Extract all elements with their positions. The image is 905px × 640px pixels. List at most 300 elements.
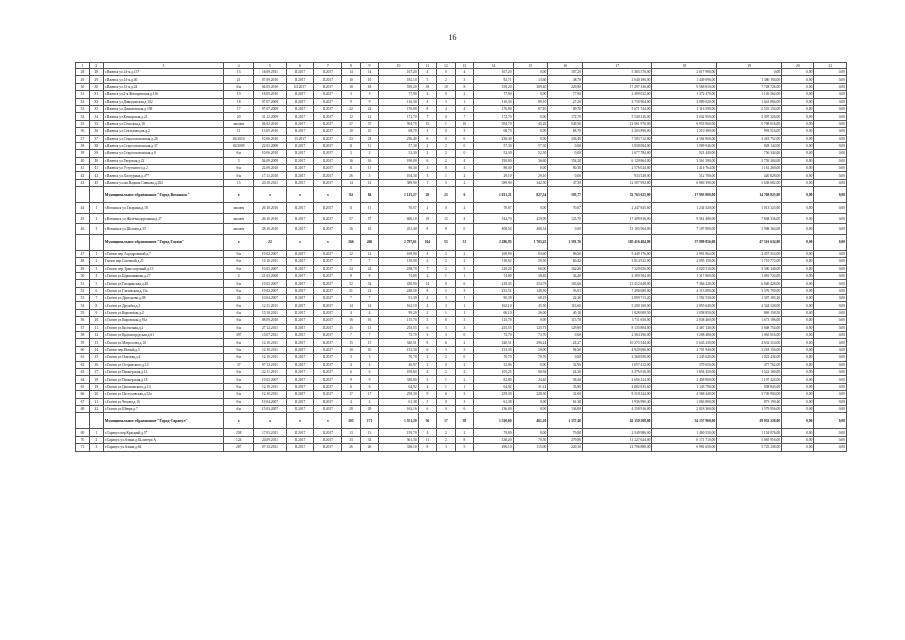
table-cell: 32,96 — [548, 361, 583, 368]
table-cell: 116,30 — [474, 98, 513, 105]
table-cell: 9 — [342, 98, 361, 105]
table-cell: II.2017 — [286, 250, 314, 257]
table-cell: 1 234 520,00 — [652, 203, 717, 214]
table-cell: 2 — [437, 250, 456, 257]
table-cell: 10.06.2010 — [254, 150, 286, 157]
address-cell: г.Глазов ул.Драгунова,д.98 — [103, 295, 223, 302]
table-cell: 4 — [437, 105, 456, 112]
table-cell: II.2017 — [314, 309, 342, 316]
column-number: 4 — [224, 63, 254, 69]
table-cell: 1 372 470,00 — [652, 91, 717, 98]
table-cell: II.2017 — [286, 391, 314, 398]
table-cell: 07.07.2009 — [254, 105, 286, 112]
table-cell: 5 — [89, 280, 103, 287]
table-cell: 2 — [418, 91, 437, 98]
table-row — [76, 444, 847, 451]
table-cell: 2 — [437, 369, 456, 376]
address-cell: Муниципальное образование "Город Глазов" — [103, 234, 223, 250]
table-cell: 8 — [437, 224, 456, 235]
table-cell: 41 — [89, 165, 103, 172]
table-cell: 2 549 986,00 — [582, 429, 651, 436]
table-cell: 3 — [437, 302, 456, 309]
table-cell: 37 — [360, 120, 379, 127]
table-row — [76, 157, 847, 164]
table-cell: 827,54 — [513, 187, 548, 203]
address-cell: г.Глазов ул.Дружбы,д.2 — [103, 302, 223, 309]
address-cell: г.Глазов ул.Барышникова,д.27 — [103, 272, 223, 279]
table-cell: 3 — [455, 398, 474, 405]
table-cell: 8 — [455, 436, 474, 443]
table-cell: 0,00 — [814, 354, 847, 361]
table-cell: 159,70 — [379, 429, 418, 436]
table-cell: 62 — [76, 361, 90, 368]
table-cell: 70,50 — [513, 436, 548, 443]
municipality-subtotal-row — [76, 234, 847, 250]
table-cell: 65 — [76, 383, 90, 390]
table-cell: 1 — [437, 172, 456, 179]
table-cell: 228,30 — [513, 391, 548, 398]
table-cell: 1 719 772,00 — [717, 258, 782, 265]
table-cell: б/н — [224, 172, 254, 179]
table-cell: II.2017 — [286, 98, 314, 105]
table-cell: 22 — [360, 105, 379, 112]
table-cell: 4 — [342, 309, 361, 316]
table-cell: 28 032 328,00 — [717, 413, 782, 429]
table-cell: заключ — [224, 203, 254, 214]
address-cell: г.Ижевск ул.2-я Жихаревская,д.116 — [103, 91, 223, 98]
table-cell: 4 — [418, 295, 437, 302]
table-cell: 14 — [360, 179, 379, 186]
table-cell: 2 — [418, 309, 437, 316]
table-cell: 0,00 — [513, 317, 548, 324]
table-cell: 0,00 — [548, 224, 583, 235]
table-cell: 0,00 — [814, 339, 847, 346]
table-cell: 0,00 — [782, 179, 814, 186]
table-cell: 47,30 — [548, 179, 583, 186]
table-cell: 1 058 850,00 — [652, 309, 717, 316]
table-cell: 51 — [76, 280, 90, 287]
table-cell: 0,00 — [782, 187, 814, 203]
table-cell: 8 — [455, 83, 474, 90]
table-cell: 16 — [342, 224, 361, 235]
table-cell: 0,00 — [782, 258, 814, 265]
address-cell: г.Воткинск ул.Гагарина,д.18 — [103, 203, 223, 214]
table-cell: 19 — [418, 213, 437, 224]
table-cell: 2 082 633,60 — [582, 383, 651, 390]
table-row — [76, 224, 847, 235]
column-number: 7 — [314, 63, 342, 69]
table-cell: б/н — [224, 258, 254, 265]
table-cell: 36,40 — [548, 272, 583, 279]
table-cell: 4 020 516,00 — [652, 265, 717, 272]
table-cell: 0,00 — [814, 302, 847, 309]
table-cell: 84 — [360, 187, 379, 203]
table-cell: 14 — [360, 302, 379, 309]
table-cell: 1 125,27 — [379, 187, 418, 203]
table-cell: 4 — [418, 369, 437, 376]
table-cell: 2 — [342, 150, 361, 157]
table-cell: 549,50 — [548, 120, 583, 127]
table-cell: 0,00 — [782, 280, 814, 287]
table-cell: 7 — [418, 265, 437, 272]
table-cell: 17.03.2011 — [254, 429, 286, 436]
table-cell: 15 — [437, 213, 456, 224]
table-cell: 7 — [342, 332, 361, 339]
table-cell: II.2017 — [286, 76, 314, 83]
table-cell: 5 — [455, 444, 474, 451]
table-cell: II.2017 — [314, 98, 342, 105]
table-cell: 172,70 — [379, 113, 418, 120]
table-cell: II.2017 — [286, 213, 314, 224]
table-cell: 4 — [418, 429, 437, 436]
table-cell: II.2017 — [314, 405, 342, 412]
table-cell: 1 673 196,00 — [717, 317, 782, 324]
table-cell: 5 — [224, 157, 254, 164]
table-cell: 2 701 940,00 — [652, 346, 717, 353]
table-cell: II.2017 — [286, 302, 314, 309]
table-cell: 1 400 550,00 — [652, 429, 717, 436]
table-cell: 0,00 — [814, 142, 847, 149]
table-cell: 36,60 — [513, 157, 548, 164]
table-cell: 3 — [455, 76, 474, 83]
table-cell: II.2017 — [286, 429, 314, 436]
table-cell: II.2017 — [314, 302, 342, 309]
table-cell: 24.09.2011 — [254, 436, 286, 443]
table-cell: 2 899 713,20 — [582, 295, 651, 302]
table-cell: 408,54 — [474, 224, 513, 235]
table-cell: II.2017 — [314, 444, 342, 451]
table-cell: 0,00 — [782, 287, 814, 294]
table-cell: 14 — [342, 69, 361, 76]
column-number: 15 — [513, 63, 548, 69]
table-cell: 61,38 — [474, 398, 513, 405]
table-cell: 0,00 — [513, 128, 548, 135]
table-row — [76, 120, 847, 127]
table-cell: 4 632 314,00 — [717, 339, 782, 346]
table-cell: 7 — [342, 258, 361, 265]
table-cell: 77,90 — [548, 91, 583, 98]
table-cell: 2 — [437, 150, 456, 157]
table-cell: 66,00 — [513, 265, 548, 272]
table-cell — [89, 187, 103, 203]
table-cell: 6 — [342, 383, 361, 390]
table-row — [76, 128, 847, 135]
table-cell: 0 — [455, 224, 474, 235]
table-cell: 0,00 — [782, 405, 814, 412]
table-cell: 336,80 — [379, 376, 418, 383]
table-cell: 2 — [418, 361, 437, 368]
table-cell: 17 409 816,00 — [582, 213, 651, 224]
table-cell: 167,20 — [548, 69, 583, 76]
table-cell: II.2017 — [286, 361, 314, 368]
table-cell: 70,70 — [474, 354, 513, 361]
table-cell: 993 516,00 — [717, 128, 782, 135]
table-cell: 3 — [437, 346, 456, 353]
table-cell: 124 — [224, 436, 254, 443]
table-cell: 169,90 — [474, 250, 513, 257]
table-cell: 32,96 — [474, 361, 513, 368]
table-cell: 30 — [76, 83, 90, 90]
table-cell: 172,70 — [548, 113, 583, 120]
table-cell: 0 — [437, 203, 456, 214]
table-cell: II.2017 — [314, 142, 342, 149]
table-cell: II.2017 — [286, 258, 314, 265]
column-number: 12 — [437, 63, 456, 69]
table-cell: 167,20 — [474, 69, 513, 76]
table-cell: 109,60 — [379, 369, 418, 376]
table-cell: 594,70 — [379, 120, 418, 127]
table-cell: 17 — [342, 391, 361, 398]
table-cell: 0 — [437, 91, 456, 98]
table-cell: 190,80 — [379, 157, 418, 164]
table-cell: 5 540 216,00 — [582, 113, 651, 120]
table-cell: 3 — [437, 444, 456, 451]
table-row — [76, 83, 847, 90]
table-row — [76, 165, 847, 172]
table-cell: 153,30 — [474, 346, 513, 353]
table-cell: 12.11.2011 — [254, 302, 286, 309]
table-row — [76, 354, 847, 361]
table-cell: 4 — [360, 361, 379, 368]
table-cell: 84 — [342, 187, 361, 203]
table-cell: 0 — [437, 317, 456, 324]
table-cell: 2 — [455, 203, 474, 214]
table-cell: 8 318 344,00 — [582, 391, 651, 398]
table-cell: 33 — [89, 105, 103, 112]
table-cell: 80,30 — [474, 165, 513, 172]
table-cell: 0,00 — [513, 135, 548, 142]
table-cell: 1 161 260,00 — [717, 165, 782, 172]
table-cell: 11 — [360, 203, 379, 214]
table-cell: 18 — [342, 83, 361, 90]
table-cell: 182,10 — [379, 76, 418, 83]
table-cell: 408,54 — [513, 224, 548, 235]
table-cell: 2 457 314,00 — [717, 250, 782, 257]
table-cell: 23 — [437, 187, 456, 203]
table-cell: II.2017 — [314, 165, 342, 172]
table-cell: II.2017 — [314, 203, 342, 214]
table-cell: 29 — [418, 187, 437, 203]
table-cell: 26.10.2010 — [254, 203, 286, 214]
table-cell: 6 — [360, 369, 379, 376]
table-cell: II.2017 — [286, 287, 314, 294]
table-cell: 1 210 380,00 — [652, 128, 717, 135]
column-number: 11 — [418, 63, 437, 69]
table-cell: II.2017 — [314, 113, 342, 120]
table-cell: 29 — [360, 405, 379, 412]
table-cell: 7 — [342, 295, 361, 302]
table-cell: 266 — [360, 234, 379, 250]
table-cell: б/н — [224, 317, 254, 324]
table-cell: 115,70 — [548, 317, 583, 324]
table-cell: 26 — [342, 172, 361, 179]
table-cell: 68,70 — [548, 128, 583, 135]
table-cell: 6 — [418, 157, 437, 164]
table-cell: 22.03.2008 — [254, 142, 286, 149]
table-row — [76, 361, 847, 368]
table-cell: 0,00 — [782, 150, 814, 157]
table-cell: 1 — [437, 383, 456, 390]
table-cell: 7 — [418, 179, 437, 186]
table-cell: 229,80 — [548, 83, 583, 90]
table-cell: 3 — [418, 128, 437, 135]
table-cell: 1 458 800,00 — [652, 376, 717, 383]
table-cell: 1 — [89, 203, 103, 214]
table-cell: 2 — [418, 203, 437, 214]
table-cell: 248,50 — [379, 287, 418, 294]
table-cell: 5 708 016,00 — [717, 120, 782, 127]
table-cell: 6 981 650,00 — [652, 444, 717, 451]
table-cell: 2 — [437, 436, 456, 443]
table-cell: 0,00 — [782, 135, 814, 142]
table-cell: 43 — [76, 179, 90, 186]
address-cell: г.Сарапул пер.Красный,д.5* — [103, 429, 223, 436]
table-cell: 0,00 — [513, 361, 548, 368]
table-cell: 2 — [437, 157, 456, 164]
table-cell: 15.03.2007 — [254, 405, 286, 412]
table-cell: 83,60 — [513, 250, 548, 257]
table-cell: 10 — [360, 76, 379, 83]
table-cell: б/н — [224, 369, 254, 376]
table-cell: 1 143 790,00 — [652, 383, 717, 390]
table-cell: б/н — [224, 354, 254, 361]
table-cell: 3 — [360, 91, 379, 98]
table-cell: II.2017 — [286, 317, 314, 324]
table-row — [76, 287, 847, 294]
table-cell: 10.04.2007 — [254, 295, 286, 302]
table-cell: 309,40 — [513, 83, 548, 90]
table-cell: 397 — [224, 332, 254, 339]
address-cell: г.Глазов пер.Транспортный,д.13 — [103, 265, 223, 272]
table-cell: 64 — [76, 376, 90, 383]
table-cell: б/н — [224, 391, 254, 398]
table-cell: II.2017 — [286, 265, 314, 272]
table-cell: 32 — [89, 98, 103, 105]
table-cell: 54 — [76, 302, 90, 309]
table-cell: 7 — [455, 113, 474, 120]
table-cell: б/н — [224, 346, 254, 353]
table-cell: 70,70 — [379, 354, 418, 361]
table-cell: 32 763 625,00 — [582, 187, 651, 203]
table-cell: 2 — [437, 142, 456, 149]
table-cell: 8 — [418, 105, 437, 112]
table-cell: 4 113 890,00 — [652, 287, 717, 294]
table-cell: 0,00 — [782, 429, 814, 436]
table-row — [76, 280, 847, 287]
table-cell: 20.10.2011 — [254, 179, 286, 186]
column-number: 1 — [76, 63, 90, 69]
table-cell: 4 164 960,00 — [652, 135, 717, 142]
table-cell: 0,00 — [782, 105, 814, 112]
table-cell: 1 641 884,00 — [717, 98, 782, 105]
address-cell: г.Ижевск ул.14-я,д.40 — [103, 76, 223, 83]
table-cell: 3 — [455, 128, 474, 135]
table-cell: 17 — [360, 391, 379, 398]
table-cell: 77,90 — [474, 91, 513, 98]
table-cell: 28 — [76, 69, 90, 76]
table-cell: 14 — [89, 346, 103, 353]
table-cell: 52,30 — [474, 150, 513, 157]
table-cell: 0,00 — [814, 309, 847, 316]
table-cell: 1 — [437, 120, 456, 127]
table-cell: 04.09.2009 — [254, 157, 286, 164]
table-cell: 115,70 — [474, 317, 513, 324]
table-cell: 1 013 325,60 — [717, 203, 782, 214]
column-number: 14 — [474, 63, 513, 69]
table-cell: 42 — [76, 172, 90, 179]
table-cell: 116,30 — [379, 98, 418, 105]
table-cell: 5 643 230,00 — [652, 339, 717, 346]
table-cell: 48,70 — [548, 76, 583, 83]
table-cell: II.2017 — [314, 332, 342, 339]
table-cell: II.2017 — [314, 272, 342, 279]
table-cell: 66,10 — [474, 309, 513, 316]
table-cell: 70 — [76, 436, 90, 443]
table-cell: 938 843,60 — [717, 383, 782, 390]
table-cell: 1 581,76 — [548, 234, 583, 250]
table-cell: 6 — [437, 391, 456, 398]
table-cell: 140,50 — [513, 287, 548, 294]
table-cell: II.2017 — [286, 91, 314, 98]
table-cell: 461,20 — [513, 413, 548, 429]
table-cell: 04.05.2010 — [254, 83, 286, 90]
table-cell: 4 — [418, 98, 437, 105]
table-cell: 0,00 — [782, 324, 814, 331]
table-cell: 0,00 — [782, 309, 814, 316]
table-cell: 07.12.2011 — [254, 361, 286, 368]
table-cell: 0 — [437, 128, 456, 135]
column-number: 6 — [286, 63, 314, 69]
table-cell: 22 — [254, 234, 286, 250]
table-cell: 118,90 — [379, 258, 418, 265]
table-cell: 57,30 — [379, 142, 418, 149]
table-row — [76, 295, 847, 302]
table-cell: 2 344 528,00 — [717, 302, 782, 309]
table-cell: 3 — [455, 346, 474, 353]
table-cell: 0,00 — [814, 436, 847, 443]
table-cell: 33,80 — [548, 383, 583, 390]
table-cell: 18 — [89, 376, 103, 383]
table-row — [76, 179, 847, 186]
table-cell: 1 705,25 — [513, 234, 548, 250]
table-cell: 193,77 — [548, 187, 583, 203]
table-row — [76, 398, 847, 405]
table-cell: 0 — [437, 135, 456, 142]
address-cell: г.Ижевск ул.Халтурина,д.4** — [103, 172, 223, 179]
table-cell: 91,39 — [379, 295, 418, 302]
table-cell: 10 — [437, 83, 456, 90]
table-cell: 7 — [360, 332, 379, 339]
table-cell: 3 042 950,00 — [652, 113, 717, 120]
table-cell: 68,19 — [513, 295, 548, 302]
table-cell: 7 197 800,00 — [652, 224, 717, 235]
table-cell: 0,00 — [782, 354, 814, 361]
table-cell: 2 759 284,00 — [717, 157, 782, 164]
table-cell: б/н — [224, 398, 254, 405]
table-cell: 0,00 — [548, 142, 583, 149]
table-cell: 45 — [89, 179, 103, 186]
table-cell: II.2017 — [314, 398, 342, 405]
table-cell: 233,51 — [474, 287, 513, 294]
table-cell: 0,00 — [782, 203, 814, 214]
table-cell: 228,20 — [474, 265, 513, 272]
table-cell: 52,30 — [379, 150, 418, 157]
address-cell: г.Глазов ул.Пионерская,д.14 — [103, 369, 223, 376]
table-row — [76, 346, 847, 353]
table-cell: 15.2017 — [286, 135, 314, 142]
table-cell: 0,00 — [814, 213, 847, 224]
table-cell: 9 — [360, 98, 379, 105]
